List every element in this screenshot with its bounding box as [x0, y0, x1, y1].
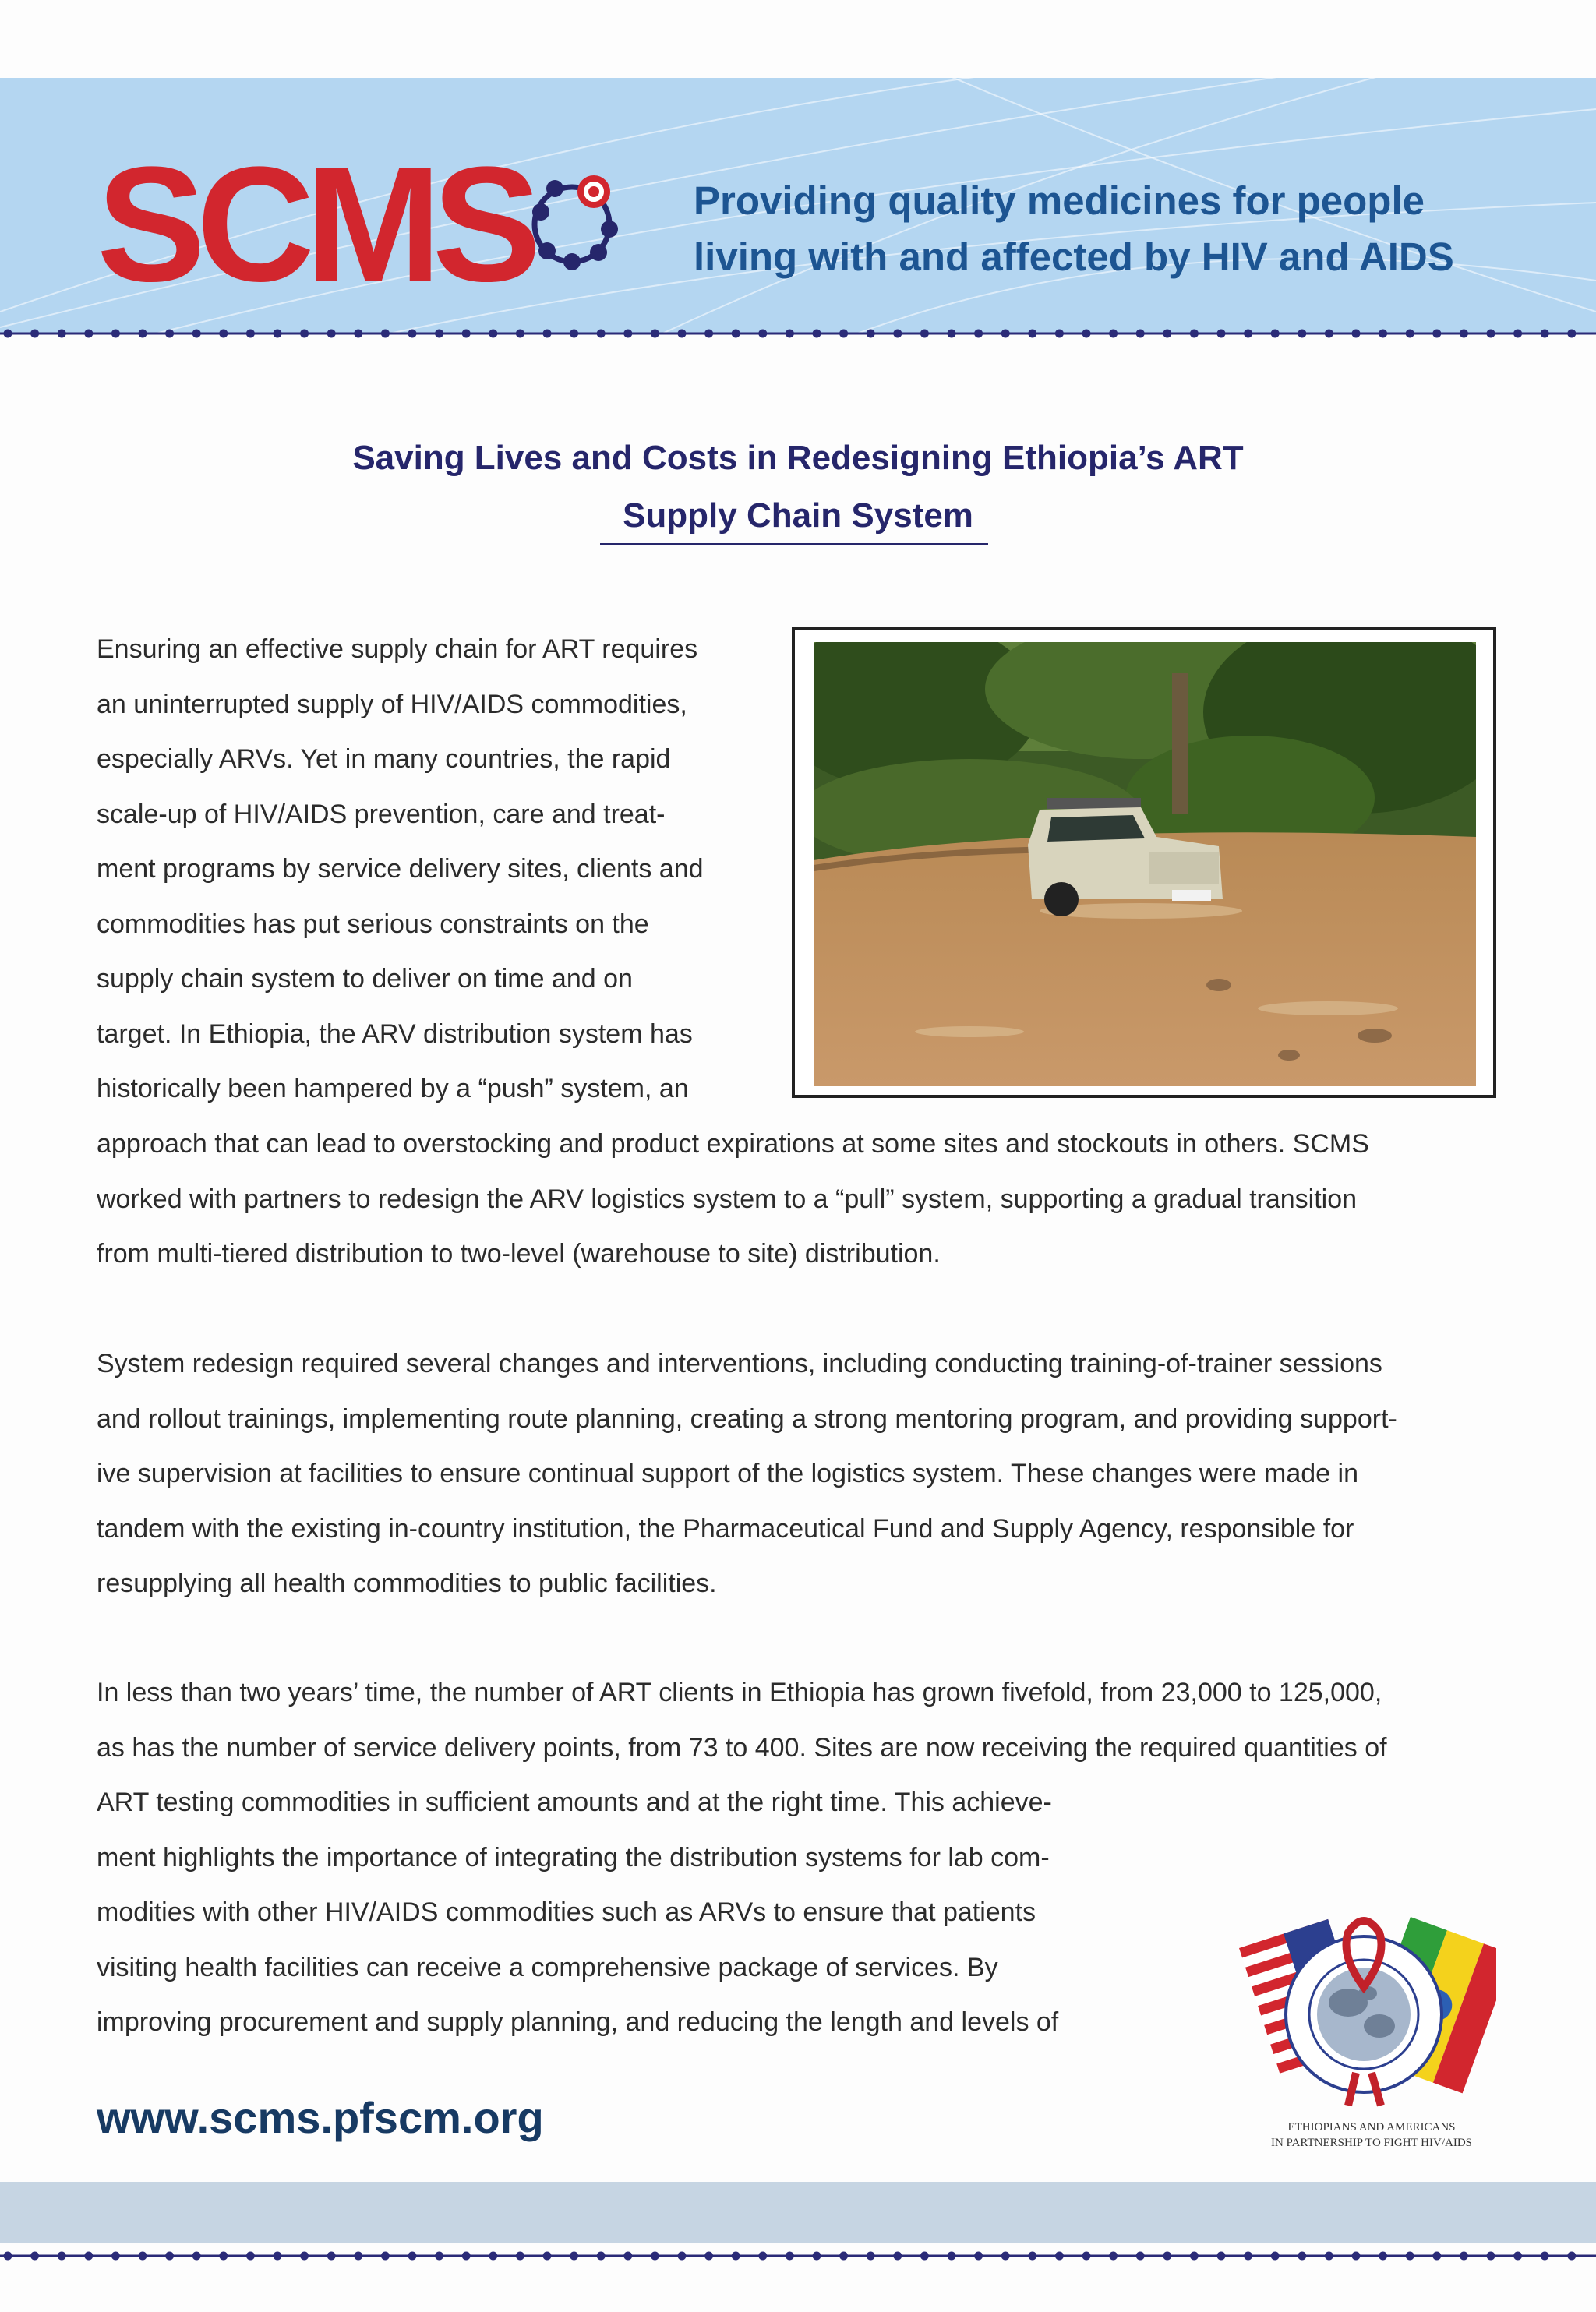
rule-dot [1109, 330, 1118, 338]
rule-dot [1136, 330, 1145, 338]
paragraph-3-wrapped [97, 1775, 1145, 2050]
rule-dot [1271, 330, 1280, 338]
rule-dot [219, 2252, 228, 2261]
rule-dot [678, 2252, 687, 2261]
rule-dot [704, 2252, 713, 2261]
rule-dot [651, 2252, 659, 2261]
rule-dot [1190, 2252, 1199, 2261]
rule-dot [58, 2252, 66, 2261]
p2-line: System redesign required several changes and interventions, including conducting training-of-trainer sessions [97, 1349, 1382, 1378]
partnership-caption [1216, 2120, 1527, 2151]
rule-dot [1136, 2252, 1145, 2261]
rule-dot [651, 330, 659, 338]
rule-dot [84, 2252, 93, 2261]
p3-line: ment highlights the importance of integrating the distribution systems for lab com- [97, 1842, 1050, 1873]
title-line-1: Saving Lives and Costs in Redesigning Ethiopia’s ART [352, 439, 1244, 477]
p3-line: visiting health facilities can receive a comprehensive package of services. By [97, 1952, 998, 1982]
rule-dot [1406, 2252, 1414, 2261]
footer-band [0, 2182, 1596, 2243]
p1-line: from multi-tiered distribution to two-level (warehouse to site) distribution. [97, 1239, 941, 1269]
p1-line: historically been hampered by a “push” system, an [97, 1074, 689, 1103]
rule-dot [165, 2252, 174, 2261]
rule-dot [408, 330, 417, 338]
rule-dot [570, 2252, 578, 2261]
rule-dot [867, 330, 875, 338]
rule-dot [139, 330, 147, 338]
rule-dot [1432, 330, 1441, 338]
rule-dot [1082, 2252, 1091, 2261]
rule-dot [1325, 330, 1333, 338]
rule-dot [867, 2252, 875, 2261]
rule-dot [948, 2252, 956, 2261]
scms-molecule-ring-icon [524, 171, 633, 281]
rule-dot [381, 2252, 390, 2261]
rule-dot [732, 2252, 740, 2261]
rule-dot [1298, 330, 1306, 338]
rule-dot [543, 330, 552, 338]
rule-dot [30, 330, 39, 338]
rule-dot [893, 2252, 902, 2261]
paragraph-2 [97, 1336, 1492, 1611]
rule-dot [1217, 2252, 1226, 2261]
tagline-line-2: living with and affected by HIV and AIDS [694, 235, 1454, 279]
website-url: www.scms.pfscm.org [97, 2093, 544, 2142]
rule-dot [327, 330, 336, 338]
rule-dot [813, 2252, 821, 2261]
rule-dot [813, 330, 821, 338]
rule-dot [327, 2252, 336, 2261]
page-title [0, 429, 1596, 545]
rule-dot [1082, 330, 1091, 338]
partner-line-1: ETHIOPIANS AND AMERICANS [1287, 2121, 1456, 2134]
p1-line: an uninterrupted supply of HIV/AIDS commodities, [97, 689, 687, 719]
paragraph-3-full [97, 1665, 1492, 1775]
p2-line: ive supervision at facilities to ensure continual support of the logistics system. These changes were made in [97, 1459, 1358, 1488]
rule-dot [516, 330, 524, 338]
rule-dot [1379, 2252, 1387, 2261]
rule-dot [758, 330, 767, 338]
rule-dot [4, 330, 12, 338]
rule-dot [1163, 2252, 1171, 2261]
p1-line: supply chain system to deliver on time and on [97, 964, 633, 994]
p3-line: as has the number of service delivery points, from 73 to 400. Sites are now receiving the required quantities of [97, 1732, 1387, 1763]
rule-dot [1432, 2252, 1441, 2261]
p1-line: especially ARVs. Yet in many countries, the rapid [97, 744, 671, 774]
rule-dot [165, 330, 174, 338]
rule-dot [1028, 2252, 1036, 2261]
rule-dot [839, 2252, 848, 2261]
rule-dot [1460, 330, 1468, 338]
p3-line: ART testing commodities in sufficient amounts and at the right time. This achieve- [97, 1788, 1052, 1817]
rule-dot [974, 330, 983, 338]
rule-dot [1217, 330, 1226, 338]
p1-line: worked with partners to redesign the ARV logistics system to a “pull” system, supporting a gradual transition [97, 1184, 1358, 1214]
p1-line: Ensuring an effective supply chain for ART requires [97, 634, 698, 664]
rule-dot [786, 2252, 794, 2261]
rule-dot [678, 330, 687, 338]
paragraph-1-wrapped [97, 622, 736, 1117]
rule-dot [354, 2252, 362, 2261]
rule-dot [758, 2252, 767, 2261]
rule-dot [974, 2252, 983, 2261]
rule-dot [300, 330, 309, 338]
pepfar-flags-emblem-icon [1231, 1901, 1496, 2112]
rule-dot [623, 2252, 632, 2261]
rule-dot [704, 330, 713, 338]
rule-dot [1352, 330, 1361, 338]
rule-dot [1163, 330, 1171, 338]
p1-line: ment programs by service delivery sites, clients and [97, 854, 704, 884]
title-line-2: Supply Chain System [623, 496, 973, 535]
p3-line: improving procurement and supply planning, and reducing the length and levels of [97, 2007, 1059, 2037]
paragraph-1-full [97, 1117, 1492, 1282]
rule-dot [30, 2252, 39, 2261]
rule-dot [489, 2252, 497, 2261]
rule-dot [543, 2252, 552, 2261]
river-crossing-photo [814, 642, 1476, 1086]
title-underline [600, 543, 988, 545]
header-dotted-rule [0, 328, 1596, 339]
rule-dot [435, 330, 443, 338]
rule-dot [192, 330, 201, 338]
rule-dot [1379, 330, 1387, 338]
rule-dot [274, 2252, 282, 2261]
rule-dot [920, 2252, 929, 2261]
scms-logo-text: SCMS [97, 132, 532, 316]
rule-dot [435, 2252, 443, 2261]
rule-dot [1298, 2252, 1306, 2261]
rule-dot [1055, 2252, 1064, 2261]
rule-dot [570, 330, 578, 338]
rule-dot [839, 330, 848, 338]
rule-dot [111, 330, 120, 338]
rule-dot [516, 2252, 524, 2261]
rule-dot [408, 2252, 417, 2261]
rule-dot [139, 2252, 147, 2261]
p3-line: In less than two years’ time, the number of ART clients in Ethiopia has grown fivefold, from 23,000 to 125,000, [97, 1678, 1382, 1707]
rule-dot [732, 330, 740, 338]
rule-dot [1190, 330, 1199, 338]
rule-dot [111, 2252, 120, 2261]
rule-dot [1567, 2252, 1576, 2261]
rule-dot [1244, 2252, 1252, 2261]
rule-dot [1513, 2252, 1522, 2261]
p2-line: and rollout trainings, implementing route planning, creating a strong mentoring program, and providing support- [97, 1403, 1397, 1434]
p3-line: modities with other HIV/AIDS commodities such as ARVs to ensure that patients [97, 1897, 1036, 1927]
p1-line: approach that can lead to overstocking and product expirations at some sites and stockouts in others. SCMS [97, 1129, 1369, 1159]
p2-line: resupplying all health commodities to public facilities. [97, 1569, 717, 1598]
rule-dot [1487, 2252, 1495, 2261]
rule-dot [246, 2252, 255, 2261]
partner-line-2: IN PARTNERSHIP TO FIGHT HIV/AIDS [1270, 2137, 1473, 2149]
rule-dot [893, 330, 902, 338]
rule-dot [1001, 2252, 1010, 2261]
rule-dot [1460, 2252, 1468, 2261]
footer-dotted-rule [0, 2250, 1596, 2261]
rule-dot [1513, 330, 1522, 338]
rule-dot [462, 2252, 471, 2261]
rule-dot [1055, 330, 1064, 338]
rule-dot [4, 2252, 12, 2261]
rule-dot [786, 330, 794, 338]
rule-dot [597, 330, 606, 338]
rule-dot [1109, 2252, 1118, 2261]
rule-dot [1244, 330, 1252, 338]
rule-dot [246, 330, 255, 338]
rule-dot [623, 330, 632, 338]
rule-dot [192, 2252, 201, 2261]
p2-line: tandem with the existing in-country institution, the Pharmaceutical Fund and Supply Agency, responsible for [97, 1513, 1354, 1544]
rule-dot [354, 330, 362, 338]
rule-dot [1541, 2252, 1549, 2261]
rule-dot [84, 330, 93, 338]
rule-dot [920, 330, 929, 338]
rule-dot [1406, 330, 1414, 338]
rule-dot [381, 330, 390, 338]
photo-vehicle-crossing-river [792, 627, 1496, 1098]
rule-dot [1028, 330, 1036, 338]
rule-dot [274, 330, 282, 338]
tagline [694, 173, 1566, 285]
rule-dot [489, 330, 497, 338]
p1-line: scale-up of HIV/AIDS prevention, care and treat- [97, 799, 666, 829]
rule-dot [597, 2252, 606, 2261]
rule-dot [219, 330, 228, 338]
p1-line: commodities has put serious constraints on the [97, 909, 649, 939]
rule-dot [1352, 2252, 1361, 2261]
tagline-line-1: Providing quality medicines for people [694, 178, 1425, 223]
rule-dot [1567, 330, 1576, 338]
rule-dot [1001, 330, 1010, 338]
rule-dot [58, 330, 66, 338]
rule-dot [462, 330, 471, 338]
rule-dot [300, 2252, 309, 2261]
rule-dot [1541, 330, 1549, 338]
rule-dot [948, 330, 956, 338]
p1-line: target. In Ethiopia, the ARV distribution system has [97, 1018, 693, 1049]
rule-dot [1271, 2252, 1280, 2261]
rule-dot [1487, 330, 1495, 338]
rule-dot [1325, 2252, 1333, 2261]
